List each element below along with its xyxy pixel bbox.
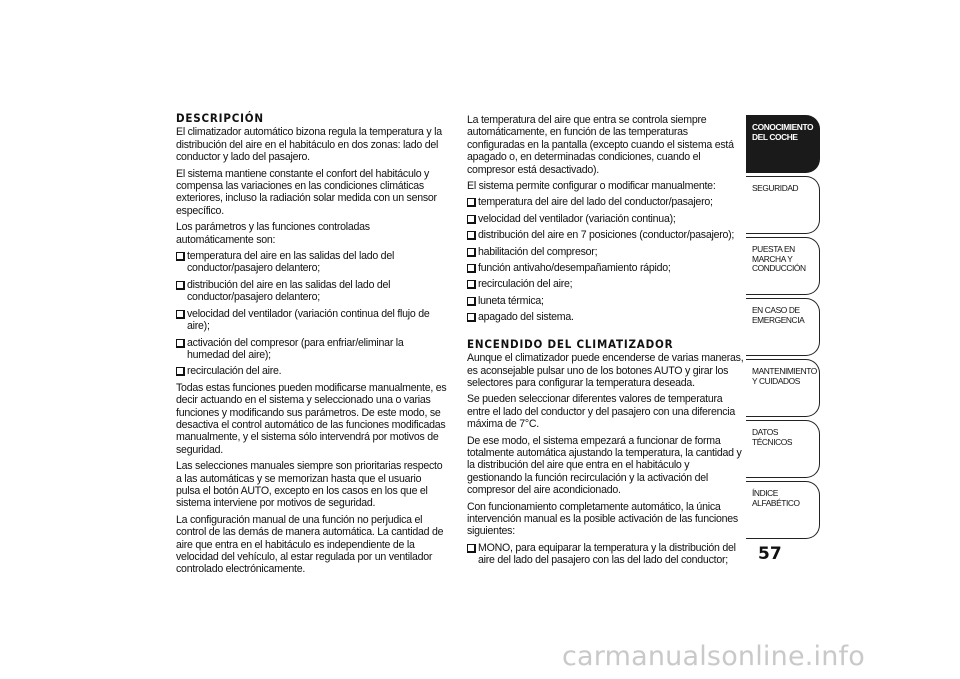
checkbox-bullet-icon: [467, 313, 476, 322]
list-item: distribución del aire en 7 posiciones (conductor/pasajero);: [467, 229, 745, 241]
list-item: función antivaho/desempañamiento rápido;: [467, 262, 745, 274]
paragraph: Aunque el climatizador puede encenderse de varias maneras, es aconsejable pulsar uno de los botones AUTO y girar los selectores para configurar la temperatura deseada.: [467, 352, 744, 389]
tab-seguridad[interactable]: SEGURIDAD: [746, 176, 820, 234]
checkbox-bullet-icon: [467, 248, 476, 257]
checkbox-bullet-icon: [176, 252, 185, 261]
tab-indice-alfabetico[interactable]: ÍNDICE ALFABÉTICO: [746, 481, 820, 539]
watermark: carmanualsonline.info: [562, 641, 865, 672]
tab-datos-tecnicos[interactable]: DATOS TÉCNICOS: [746, 420, 820, 478]
paragraph: La configuración manual de una función no perjudica el control de las demás de manera automática. La cantidad de aire que entra en el habitáculo es independiente de la velocidad del vehículo, al estar regulada por un ventilador controlado electrónicamente.: [176, 513, 444, 576]
list-item: habilitación del compresor;: [467, 246, 745, 258]
section-heading-encendido: ENCENDIDO DEL CLIMATIZADOR: [467, 336, 674, 351]
list-item: activación del compresor (para enfriar/eliminar la humedad del aire);: [176, 337, 448, 362]
checkbox-bullet-icon: [467, 544, 476, 553]
list-item: recirculación del aire.: [176, 365, 448, 377]
paragraph: Se pueden seleccionar diferentes valores de temperatura entre el lado del conductor y del pasajero con una diferencia máxima de 7°C.: [467, 393, 736, 431]
list-item: velocidad del ventilador (variación continua);: [467, 213, 745, 225]
paragraph: Todas estas funciones pueden modificarse manualmente, es decir actuando en el sistema y seleccionado una o varias funciones y modificando sus parámetros. De este modo, se desactiva el control automático de las funciones modificadas manualmente, y el sistema sólo intervendrá por motivos de seguridad.: [176, 381, 447, 456]
list-item: apagado del sistema.: [467, 311, 745, 323]
tab-conocimiento-del-coche[interactable]: CONOCIMIENTO DEL COCHE: [746, 115, 820, 173]
checkbox-bullet-icon: [467, 297, 476, 306]
paragraph: El sistema permite configurar o modificar manualmente:: [467, 180, 716, 193]
checkbox-bullet-icon: [467, 280, 476, 289]
paragraph: La temperatura del aire que entra se controla siempre automáticamente, en función de las temperaturas configuradas en la pantalla (excepto cuando el sistema está apagado o, en determinadas condiciones, cuando el compresor está desactivado).: [467, 114, 734, 176]
checkbox-bullet-icon: [467, 198, 476, 207]
page-number: 57: [758, 544, 782, 564]
left-column: [176, 112, 448, 580]
list-item: velocidad del ventilador (variación continua del flujo de aire);: [176, 308, 448, 333]
list-item: luneta térmica;: [467, 295, 745, 307]
tab-en-caso-de-emergencia[interactable]: EN CASO DE EMERGENCIA: [746, 298, 820, 356]
checkbox-bullet-icon: [176, 339, 185, 348]
right-column: [467, 114, 745, 571]
checkbox-bullet-icon: [176, 310, 185, 319]
list-item: recirculación del aire;: [467, 278, 745, 290]
paragraph: Las selecciones manuales siempre son prioritarias respecto a las automáticas y se memorizan hasta que el usuario pulsa el botón AUTO, excepto en los casos en los que el sistema interviene por motivos de seguridad.: [176, 460, 443, 510]
paragraph: Con funcionamiento completamente automático, la única intervención manual es la posible activación de las funciones siguientes:: [467, 500, 738, 538]
checkbox-bullet-icon: [176, 367, 185, 376]
tab-mantenimiento[interactable]: MANTENIMIENTO Y CUIDADOS: [746, 359, 820, 417]
paragraph: El sistema mantiene constante el confort del habitáculo y compensa las variaciones en las condiciones climáticas exteriores, incluso la radiación solar medida con un sensor específico.: [176, 167, 437, 217]
section-heading-descripcion: DESCRIPCIÓN: [176, 111, 264, 125]
paragraph: El climatizador automático bizona regula la temperatura y la distribución del aire en el habitáculo en dos zonas: lado del conductor y lado del pasajero.: [176, 126, 442, 164]
paragraph: Los parámetros y las funciones controladas automáticamente son:: [176, 221, 370, 246]
list-item: MONO, para equiparar la temperatura y la distribución del aire del lado del pasajero con las del lado del conductor;: [467, 542, 745, 567]
paragraph: De ese modo, el sistema empezará a funcionar de forma totalmente automática ajustando la temperatura, la cantidad y la distribución del aire que entra en el habitáculo y gestionando la función recirculación y la activación del compresor del aire acondicionado.: [467, 434, 742, 497]
tab-puesta-en-marcha[interactable]: PUESTA EN MARCHA Y CONDUCCIÓN: [746, 237, 820, 295]
list-item: temperatura del aire del lado del conductor/pasajero;: [467, 196, 745, 208]
checkbox-bullet-icon: [176, 281, 185, 290]
chapter-tabs: [746, 115, 820, 542]
checkbox-bullet-icon: [467, 215, 476, 224]
checkbox-bullet-icon: [467, 264, 476, 273]
checkbox-bullet-icon: [467, 231, 476, 240]
list-item: temperatura del aire en las salidas del lado del conductor/pasajero delantero;: [176, 250, 448, 275]
list-item: distribución del aire en las salidas del lado del conductor/pasajero delantero;: [176, 279, 448, 304]
